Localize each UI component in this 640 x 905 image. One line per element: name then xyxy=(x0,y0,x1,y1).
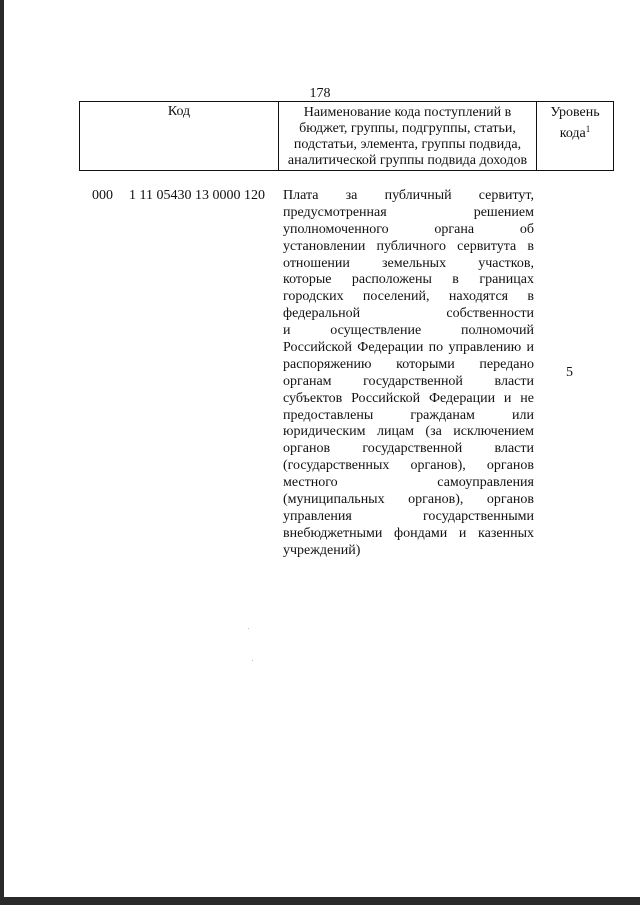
description-line: (государственных органов), органов xyxy=(283,458,534,474)
scan-edge-left xyxy=(0,0,4,905)
header-level-cell xyxy=(537,102,613,170)
header-name-line: подстатьи, элемента, группы подвида, xyxy=(293,137,522,152)
header-name-line: бюджет, группы, подгруппы, статьи, xyxy=(299,121,516,136)
description-line: органам государственной власти xyxy=(283,373,534,389)
description-line: федеральной собственности xyxy=(283,306,534,322)
revenue-description xyxy=(283,188,534,560)
description-line: юридическим лицам (за исключением xyxy=(283,424,534,440)
header-name-line: аналитической группы подвида доходов xyxy=(287,153,528,168)
header-level-line xyxy=(537,121,613,142)
scan-speck xyxy=(248,628,249,629)
description-line: предусмотренная решением xyxy=(283,204,534,220)
page-number: 178 xyxy=(309,86,331,101)
header-level-label: кода xyxy=(559,126,586,141)
description-line: местного самоуправления xyxy=(283,475,534,491)
description-line: (муниципальных органов), органов xyxy=(283,492,534,508)
header-code-cell xyxy=(80,102,279,170)
description-line: и осуществление полномочий xyxy=(283,323,534,339)
description-line: учреждений) xyxy=(283,542,361,558)
description-line: которые расположены в границах xyxy=(283,272,534,288)
admin-code: 000 xyxy=(92,188,113,203)
description-line: уполномоченного органа об xyxy=(283,221,534,237)
description-line: установлении публичного сервитута в xyxy=(283,238,534,254)
description-line: распоряжению которыми передано xyxy=(283,356,534,372)
description-line: Российской Федерации по управлению и xyxy=(283,340,534,356)
description-line: внебюджетными фондами и казенных xyxy=(283,525,534,541)
scan-speck xyxy=(252,660,253,661)
header-name-line: Наименование кода поступлений в xyxy=(303,105,512,120)
description-line: предоставлены гражданам или xyxy=(283,407,534,423)
table-header xyxy=(79,101,614,171)
header-level-footnote-mark: 1 xyxy=(585,124,591,134)
header-level-line: Уровень xyxy=(550,105,600,120)
description-line: городских поселений, находятся в xyxy=(283,289,534,305)
description-line: Плата за публичный сервитут, xyxy=(283,188,534,203)
code-level-value: 5 xyxy=(566,365,573,380)
description-line: органов государственной власти xyxy=(283,441,534,457)
header-code-label: Код xyxy=(167,104,191,119)
header-name-cell xyxy=(279,102,537,170)
description-line: субъектов Российской Федерации и не xyxy=(283,390,534,406)
description-line: отношении земельных участков, xyxy=(283,255,534,271)
revenue-code: 1 11 05430 13 0000 120 xyxy=(129,188,265,203)
description-line: управления государственными xyxy=(283,508,534,524)
scan-edge-bottom xyxy=(0,897,640,905)
